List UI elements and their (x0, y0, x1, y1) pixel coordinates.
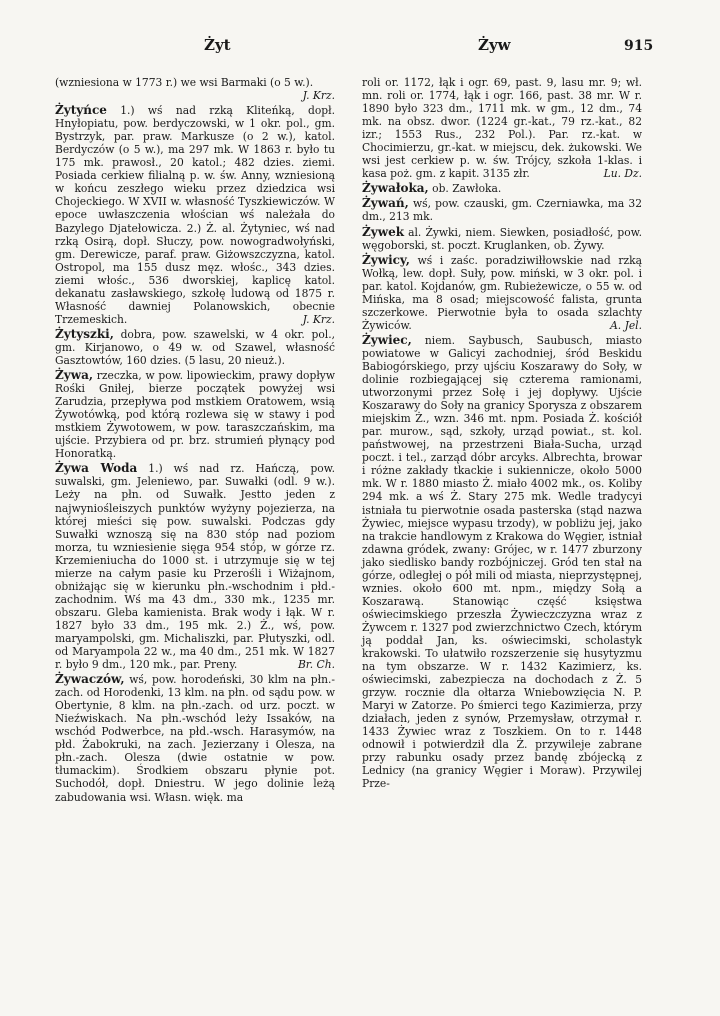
entry-headword: Żywicy, (362, 252, 410, 267)
dictionary-entry (55, 369, 335, 460)
entry-text: wś, pow. horodeński, 30 klm na płn.-zach. od Horodenki, 13 klm. na płn. od sądu pow. w Obertynie, 8 klm. na płn.-zach. od urz. poczt. w Nieźwiskach. Na płn.-wschód leży Issaków, na wschód Podwerbce, na płd.-wsch. Harasymów, na płd. Żabokruki, na zach. Jezierzany i Olesza, na płn.-zach. Olesza (dwie ostatnie w pow. tłumackim). Środkiem obszaru płynie pot. Suchodół, dopł. Dniestru. W jego dolinie leżą zabudowania wsi. Własn. więk. ma (55, 673, 335, 804)
dictionary-entry (55, 673, 335, 803)
author-signature: J. Krz. (302, 312, 335, 326)
entry-text: (wzniesiona w 1773 r.) we wsi Barmaki (o 5 w.). (55, 76, 314, 89)
author-signature: A. Jel. (610, 318, 642, 332)
entry-text: dobra, pow. szawelski, w 4 okr. pol., gm. Kirjanowo, o 49 w. od Szawel, własność Gasztowtów, 160 dzies. (5 lasu, 20 nieuż.). (55, 327, 335, 367)
entry-headword: Żywałoka, (362, 181, 429, 196)
entry-headword: Żywek (362, 224, 405, 239)
entry-text: rzeczka, w pow. lipowieckim, prawy dopływ Rośki Gniłej, bierze początek powyżej wsi Zarudzia, przepływa pod mstkiem Oratowem, wsią Żywotówką, pod którą rozlewa się w stawy i pod mstkiem Żywotowem, w pow. taraszczańskim, ma ujście. Przybiera od pr. brz. strumień płynący pod Honoratką. (55, 369, 335, 461)
dictionary-entry (362, 334, 642, 791)
running-header (0, 36, 720, 60)
entry-text: niem. Saybusch, Saubusch, miasto powiatowe w Galicyi zachodniej, śród Beskidu Babiogórskiego, przy ujściu Koszarawy do Soły, w dolinie rozbiegającej się czterema ramionami, utworzonymi przez Sołę i jej dopływy. Ujście Koszarawy do Soły na granicy Sporysza z obszarem miejskim Ż., wzn. 346 mt. npm. Posiada Ż. kościół par. murow., sąd, szkoły, urząd powiat., st. kol. państwowej, na przestrzeni Biała-Sucha, urząd poczt. i tel., zarząd dóbr arcyks. Albrechta, browar i różne zakłady tkackie i sukiennicze, około 5000 mk. W r. 1880 miasto Ż. miało 4002 mk., os. Koliby 294 mk. a wś Ż. Stary 275 mk. Wedle tradycyi istniała tu pierwotnie osada pasterska (stąd nazwa Żywiec, miejsce wypasu trzody), w pobliżu jej, jako na trakcie handlowym z Krakowa do Węgier, istniał zdawna gródek, zwany: Grójec, w r. 1477 zburzony jako siedlisko bandy rozbójniczej. Gród ten stał na górze, odległej o pół mili od miasta, nieprzystępnej, wznies. około 600 mt. npm., między Sołą a Koszarawą. Stanowiąc część księstwa oświecimskiego przeszła Żywieczczyzna wraz z Żywcem r. 1327 pod zwierzchnictwo Czech, którym ją poddał Jan, ks. oświecimski, scholastyk krakowski. To ułatwiło rozszerzenie się husytyzmu na tym obszarze. W r. 1432 Kazimierz, ks. oświecimski, zabezpiecza na dochodach z Ż. 5 grzyw. rocznie dla ołtarza Wniebowzięcia N. P. Maryi w Zatorze. Po śmierci tego Kazimierza, przy działach, jeden z synów, Przemysław, otrzymał r. 1433 Żywiec wraz z Toszkiem. On to r. 1448 odnowił i potwierdził dla Ż. przywileje zabrane przy rabunku osady przez bandę zbójecką z Lednicy (na granicy Węgier i Moraw). Przywilej Prze- (362, 333, 642, 791)
dictionary-entry (55, 328, 335, 367)
dictionary-entry (362, 226, 642, 252)
page-number: 915 (624, 38, 654, 54)
header-right-word: Żyw (478, 36, 511, 54)
dictionary-entry (362, 182, 642, 195)
entry-text: roli or. 1172, łąk i ogr. 69, past. 9, lasu mr. 9; wł. mn. roli or. 1774, łąk i ogr. 166, past. 38 mr. W r. 1890 było 323 dm., 1711 mk. w gm., 12 dm., 74 mk. na obsz. dwor. (1224 gr.-kat., 79 rz.-kat., 82 izr.; 1553 Rus., 232 Pol.). Par. rz.-kat. w Chocimierzu, gr.-kat. w miejscu, dek. żukowski. We wsi jest cerkiew p. w. św. Trójcy, szkoła 1-klas. i kasa poż. gm. z kapit. 3135 złr. (362, 76, 642, 181)
entry-headword: Żywa, (55, 368, 94, 383)
dictionary-entry (362, 197, 642, 223)
header-left-word: Żyt (204, 36, 231, 54)
left-column (55, 76, 335, 806)
entry-headword: Żywaczów, (55, 672, 125, 687)
right-column (362, 76, 642, 793)
author-signature: J. Krz. (302, 89, 335, 103)
entry-text: 1.) wś nad rz. Hańczą, pow. suwalski, gm. Jeleniewo, par. Suwałki (odl. 9 w.). Leży na płn. od Suwałk. Jestto jeden z najwyniośleiszych punktów wyżyny pojezierza, na której mieści się pow. suwalski. Podczas gdy Suwałki wznoszą się na 830 stóp nad poziom morza, tu wzniesienie sięga 954 stóp, w górze rz. Krzemieniucha do 1000 st. i utrzymuje się w tej mierze na całym pasie ku Przerośli i Wiżajnom, obniżając się w kierunku płn.-wschodnim i płd.-zachodnim. Wś ma 43 dm., 330 mk., 1235 mr. obszaru. Gleba kamienista. Brak wody i łąk. W r. 1827 było 33 dm., 195 mk. 2.) Ż., wś, pow. maryampolski, gm. Michaliszki, par. Płutyszki, odl. od Maryampola 22 w., ma 40 dm., 251 mk. W 1827 r. było 9 dm., 120 mk., par. Preny. (55, 462, 335, 672)
entry-headword: Żytyszki, (55, 326, 114, 341)
entry-headword: Żywiec, (362, 332, 412, 347)
dictionary-entry (55, 462, 335, 671)
entry-text: al. Żywki, niem. Siewken, posiadłość, pow. węgoborski, st. poczt. Kruglanken, ob. Żywy. (362, 225, 642, 252)
dictionary-entry (362, 76, 642, 180)
author-signature: Lu. Dz. (603, 167, 642, 181)
dictionary-entry (55, 104, 335, 326)
entry-text: ob. Zawłoka. (432, 182, 502, 196)
entry-headword: Żywa Woda (55, 461, 138, 476)
entry-text: wś, pow. czauski, gm. Czerniawka, ma 32 dm., 213 mk. (362, 197, 642, 224)
author-signature: Br. Ch. (297, 658, 335, 672)
entry-text: wś i zaśc. poradziwiłłowskie nad rzką Wołką, lew. dopł. Suły, pow. miński, w 3 okr. pol. i par. katol. Kojdanów, gm. Rubieżewicze, o 55 w. od Mińska, ma 8 osad; miejscowość falista, grunta szczerkowe. Pierwotnie była to osada szlachty Żywiców. (362, 253, 642, 332)
entry-headword: Żytyńce (55, 103, 107, 118)
entry-text: 1.) wś nad rzką Kliteńką, dopł. Hnyłopiatu, pow. berdyczowski, w 1 okr. pol., gm. Bystrzyk, par. praw. Markusze (o 2 w.), katol. Berdyczów (o 5 w.), ma 297 mk. W 1863 r. było tu 175 mk. prawosł., 20 katol.; 482 dzies. ziemi. Posiada cerkiew filialną p. w. św. Anny, wzniesioną w końcu zeszłego wieku przez dziedzica wsi Chojeckiego. W XVII w. własność Tyszkiewiczów. W epoce uwłaszczenia włościan wś należała do Bazylego Djatełowicza. 2.) Ż. al. Żytyniec, wś nad rzką Osirą, dopł. Słuczy, pow. nowogradwołyński, gm. Derewicze, paraf. praw. Giżowszczyzna, katol. Ostropol, ma 155 dusz męz. włośc., 343 dzies. ziemi włośc., 536 dworskiej, kaplicę katol. dekanatu zasławskiego, szkołę ludową od 1875 r. Własność dawniej Polanowskich, obecnie Trzemeskich. (55, 104, 335, 326)
dictionary-entry (362, 254, 642, 332)
dictionary-entry (55, 76, 335, 102)
entry-headword: Żywań, (362, 196, 409, 211)
